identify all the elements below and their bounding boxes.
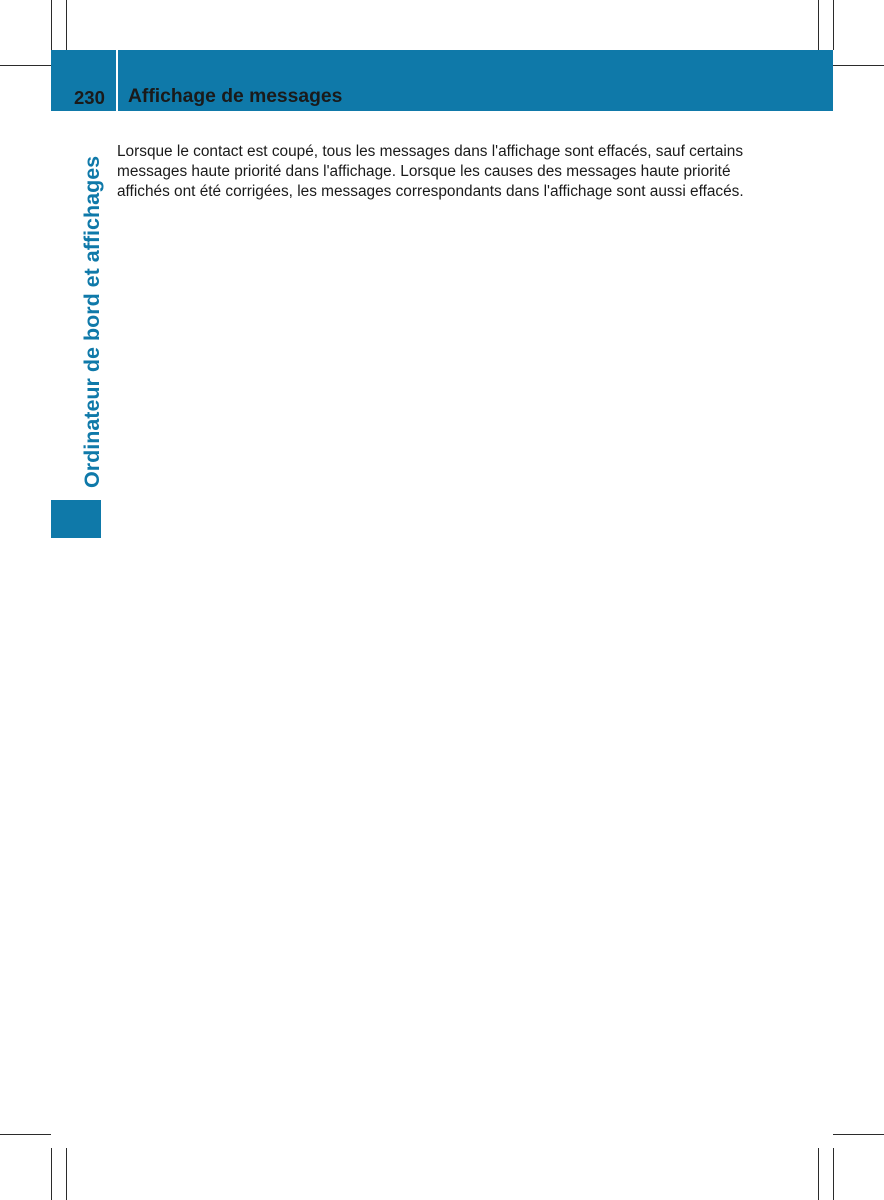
crop-mark: [818, 1148, 819, 1200]
body-paragraph: [117, 142, 817, 202]
section-register-label: Ordinateur de bord et affichages: [80, 155, 104, 489]
crop-mark: [833, 1134, 884, 1135]
paragraph-line: Lorsque le contact est coupé, tous les messages dans l'affichage sont effacés, sauf certains: [117, 143, 744, 160]
crop-mark: [51, 0, 52, 50]
page-number: 230: [74, 87, 105, 108]
header-divider: [116, 50, 118, 111]
crop-mark: [818, 0, 819, 50]
crop-mark: [0, 1134, 51, 1135]
crop-mark: [66, 0, 67, 50]
paragraph-line: affichés ont été corrigées, les messages correspondants dans l'affichage sont aussi effacés.: [117, 183, 744, 200]
crop-mark: [833, 65, 884, 66]
page-title: Affichage de messages: [128, 86, 343, 107]
crop-mark: [66, 1148, 67, 1200]
crop-mark: [0, 65, 51, 66]
crop-mark: [833, 1148, 834, 1200]
crop-mark: [833, 0, 834, 50]
section-tab-marker: [51, 500, 101, 538]
paragraph-line: messages haute priorité dans l'affichage. Lorsque les causes des messages haute priorité: [117, 163, 731, 180]
crop-mark: [51, 1148, 52, 1200]
